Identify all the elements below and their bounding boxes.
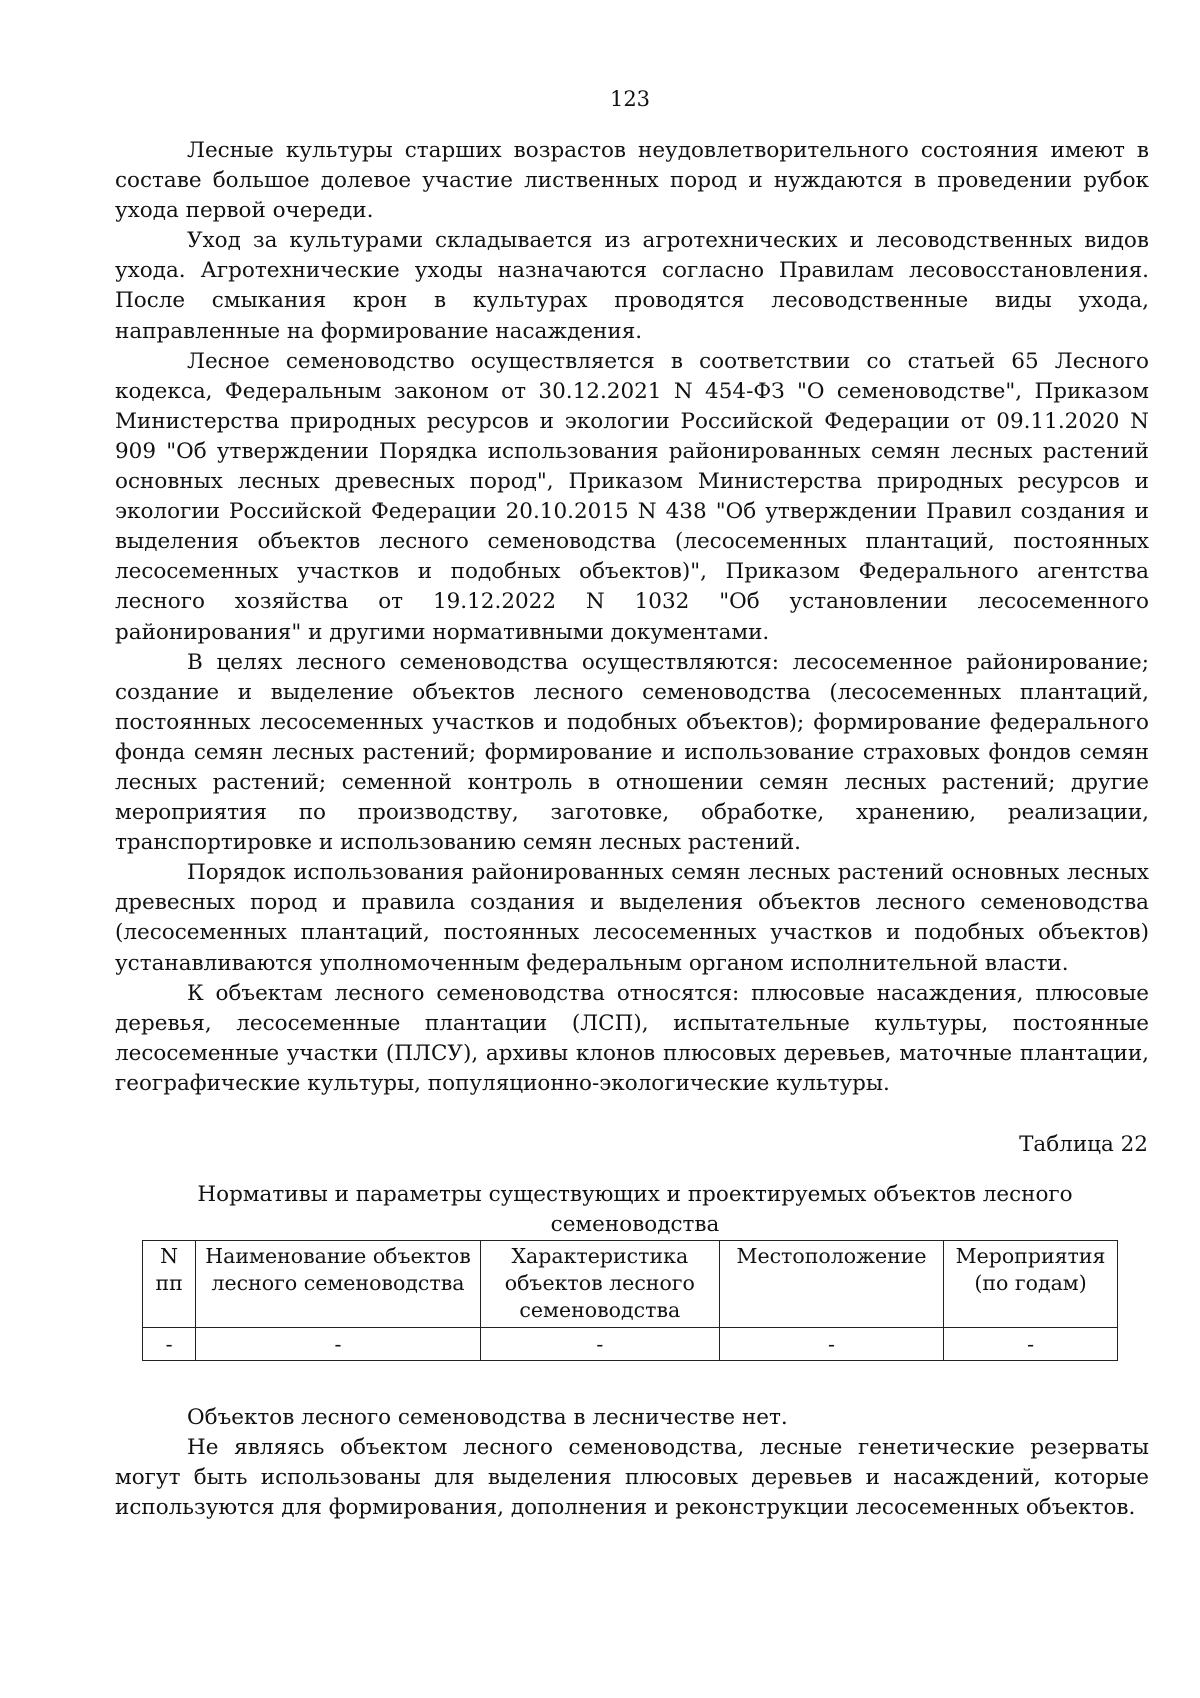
cell-location: - [719, 1328, 943, 1361]
paragraph-forest-cultures: Лесные культуры старших возрастов неудовлетворительного состояния имеют в составе большое долевое участие лиственных пород и нуждаются в проведении рубок ухода первой очереди. [115, 138, 1149, 224]
paragraph-genetic-reserves: Не являясь объектом лесного семеноводства, лесные генетические резерваты могут быть использованы для выделения плюсовых деревьев и насаждений, которые используются для формирования, дополнения и реконструкции лесосеменных объектов. [115, 1435, 1149, 1521]
cell-characteristics: - [480, 1328, 719, 1361]
paragraph-care: Уход за культурами складывается из агротехнических и лесоводственных видов ухода. Агротехнические уходы назначаются согласно Правилам лесовосстановления. После смыкания крон в культурах проводятся лесоводственные виды ухода, направленные на формирование насаждения. [115, 228, 1149, 344]
after-table-text [115, 1403, 1149, 1523]
header-name: Наименование объектов лесного семеноводства [196, 1241, 480, 1328]
cell-name: - [196, 1328, 480, 1361]
table-row [143, 1328, 1118, 1361]
table-title: Нормативы и параметры существующих и проектируемых объектов лесного семеноводства [197, 1182, 1073, 1237]
paragraph-seed-objects: К объектам лесного семеноводства относятся: плюсовые насаждения, плюсовые деревья, лесосеменные плантации (ЛСП), испытательные культуры, постоянные лесосеменные участки (ПЛСУ), архивы клонов плюсовых деревьев, маточные плантации, географические культуры, популяционно-экологические культуры. [115, 980, 1149, 1096]
header-characteristics: Характеристика объектов лесного семеноводства [480, 1241, 719, 1328]
cell-activities: - [944, 1328, 1118, 1361]
paragraph-seed-procedure: Порядок использования районированных семян лесных растений основных лесных древесных пород и правила создания и выделения объектов лесного семеноводства (лесосеменных плантаций, постоянных лесосеменных участков и подобных объектов) устанавливаются уполномоченным федеральным органом исполнительной власти. [115, 860, 1149, 976]
table-label: Таблица 22 [1019, 1132, 1148, 1157]
table-header-row [143, 1241, 1118, 1328]
header-activities: Мероприятия (по годам) [944, 1241, 1118, 1328]
paragraph-seed-legislation: Лесное семеноводство осуществляется в соответствии со статьей 65 Лесного кодекса, Федеральным законом от 30.12.2021 N 454-ФЗ "О семеноводстве", Приказом Министерства природных ресурсов и экологии Российской Федерации от 09.11.2020 N 909 "Об утверждении Порядка использования районированных семян лесных растений основных лесных древесных пород", Приказом Министерства природных ресурсов и экологии Российской Федерации 20.10.2015 N 438 "Об утверждении Правил создания и выделения объектов лесного семеноводства (лесосеменных плантаций, постоянных лесосеменных участков и подобных объектов)", Приказом Федерального агентства лесного хозяйства от 19.12.2022 N 1032 "Об установлении лесосеменного районирования" и другими нормативными документами. [115, 348, 1149, 645]
seed-objects-table-container [142, 1240, 1118, 1361]
body-text [115, 136, 1149, 1099]
cell-n: - [143, 1328, 196, 1361]
seed-objects-table [142, 1240, 1118, 1361]
header-location: Местоположение [719, 1241, 943, 1328]
paragraph-no-seed-objects: Объектов лесного семеноводства в лесничестве нет. [187, 1405, 788, 1430]
page-number: 123 [609, 87, 651, 111]
header-n: N пп [143, 1241, 196, 1328]
paragraph-seed-goals: В целях лесного семеноводства осуществляются: лесосеменное районирование; создание и выделение объектов лесного семеноводства (лесосеменных плантаций, постоянных лесосеменных участков и подобных объектов); формирование федерального фонда семян лесных растений; формирование и использование страховых фондов семян лесных растений; семенной контроль в отношении семян лесных растений; другие мероприятия по производству, заготовке, обработке, хранению, реализации, транспортировке и использованию семян лесных растений. [115, 649, 1149, 856]
